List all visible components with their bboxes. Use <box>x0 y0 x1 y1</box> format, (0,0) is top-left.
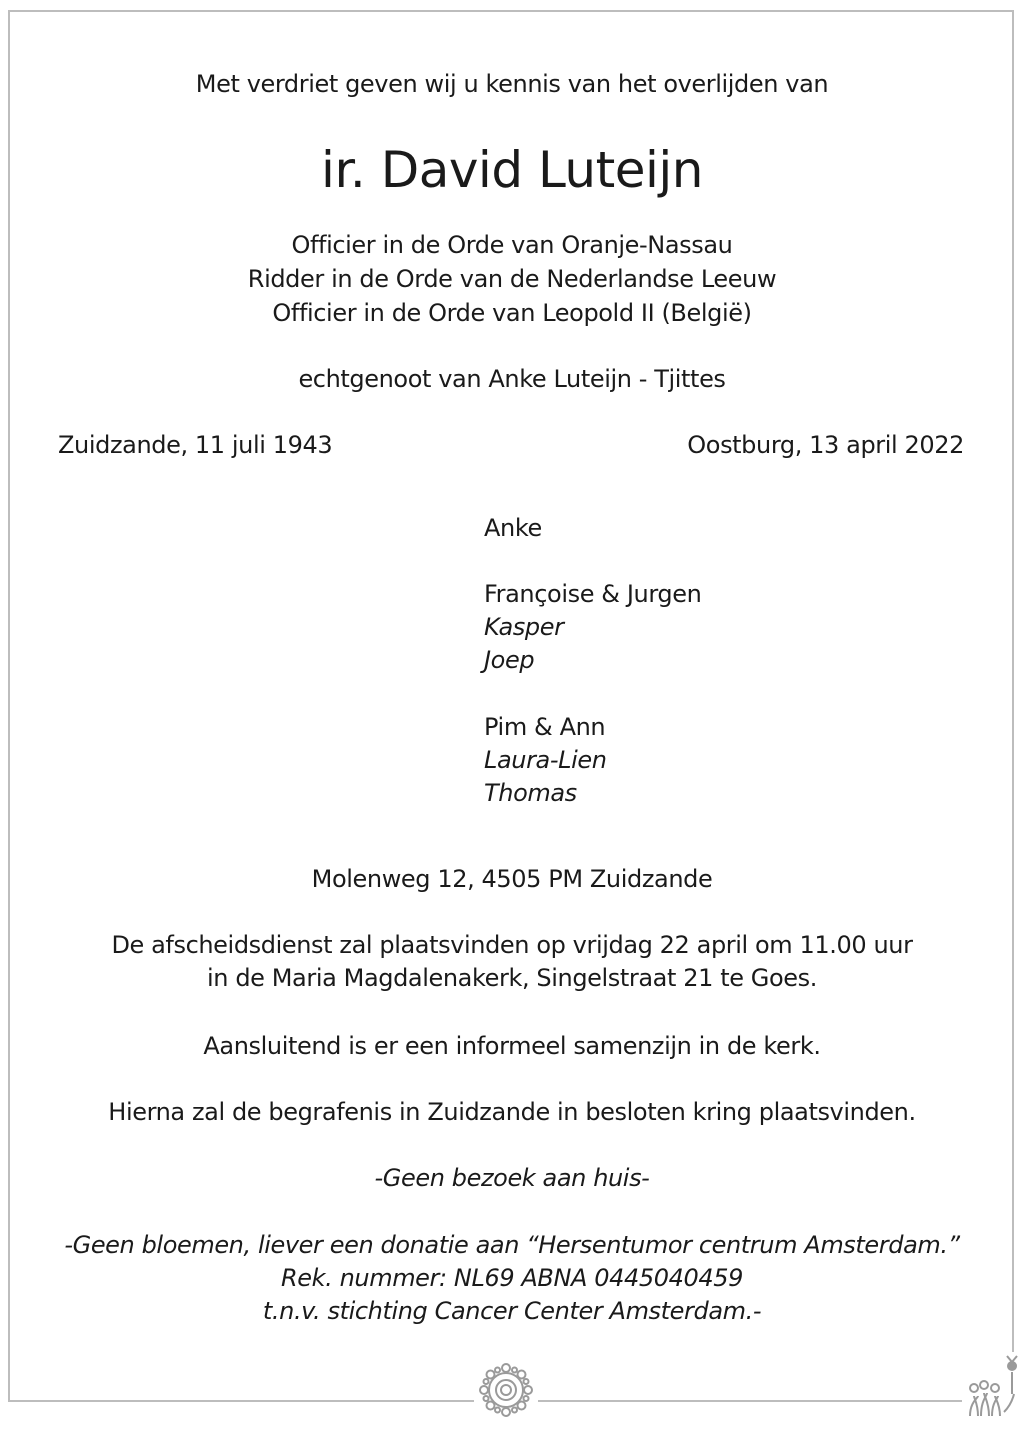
family-grandchild: Thomas <box>484 779 577 807</box>
birth-place-date: Zuidzande, 11 juli 1943 <box>58 431 333 459</box>
death-place-date: Oostburg, 13 april 2022 <box>687 431 964 459</box>
intro-text: Met verdriet geven wij u kennis van het overlijden van <box>195 70 829 98</box>
family-child-2: Pim & Ann <box>484 713 606 741</box>
family-grandchild: Joep <box>484 646 535 674</box>
rosette-ornament-icon <box>474 1358 538 1422</box>
gathering-text: Aansluitend is er een informeel samenzijn in de kerk. <box>203 1032 821 1060</box>
burial-text: Hierna zal de begrafenis in Zuidzande in besloten kring plaatsvinden. <box>108 1098 916 1126</box>
honor-line-2: Ridder in de Orde van de Nederlandse Leeuw <box>247 265 777 293</box>
address: Molenweg 12, 4505 PM Zuidzande <box>311 865 713 893</box>
family-spouse: Anke <box>484 514 542 542</box>
family-figures-logo-icon <box>962 1352 1022 1420</box>
donation-line-3: t.n.v. stichting Cancer Center Amsterdam.- <box>262 1297 762 1325</box>
family-grandchild: Kasper <box>484 613 564 641</box>
service-line-2: in de Maria Magdalenakerk, Singelstraat 21 te Goes. <box>207 964 817 992</box>
service-line-1: De afscheidsdienst zal plaatsvinden op vrijdag 22 april om 11.00 uur <box>111 931 913 959</box>
honor-line-3: Officier in de Orde van Leopold II (België) <box>272 299 752 327</box>
family-child-1: Françoise & Jurgen <box>484 580 702 608</box>
family-grandchild: Laura-Lien <box>484 746 607 774</box>
spouse-line: echtgenoot van Anke Luteijn - Tjittes <box>298 365 726 393</box>
donation-line-2: Rek. nummer: NL69 ABNA 0445040459 <box>281 1264 743 1292</box>
honor-line-1: Officier in de Orde van Oranje-Nassau <box>291 231 733 259</box>
no-visit-text: -Geen bezoek aan huis- <box>374 1164 650 1192</box>
donation-line-1: -Geen bloemen, liever een donatie aan “Hersentumor centrum Amsterdam.” <box>64 1231 960 1259</box>
deceased-name: ir. David Luteijn <box>321 141 703 199</box>
